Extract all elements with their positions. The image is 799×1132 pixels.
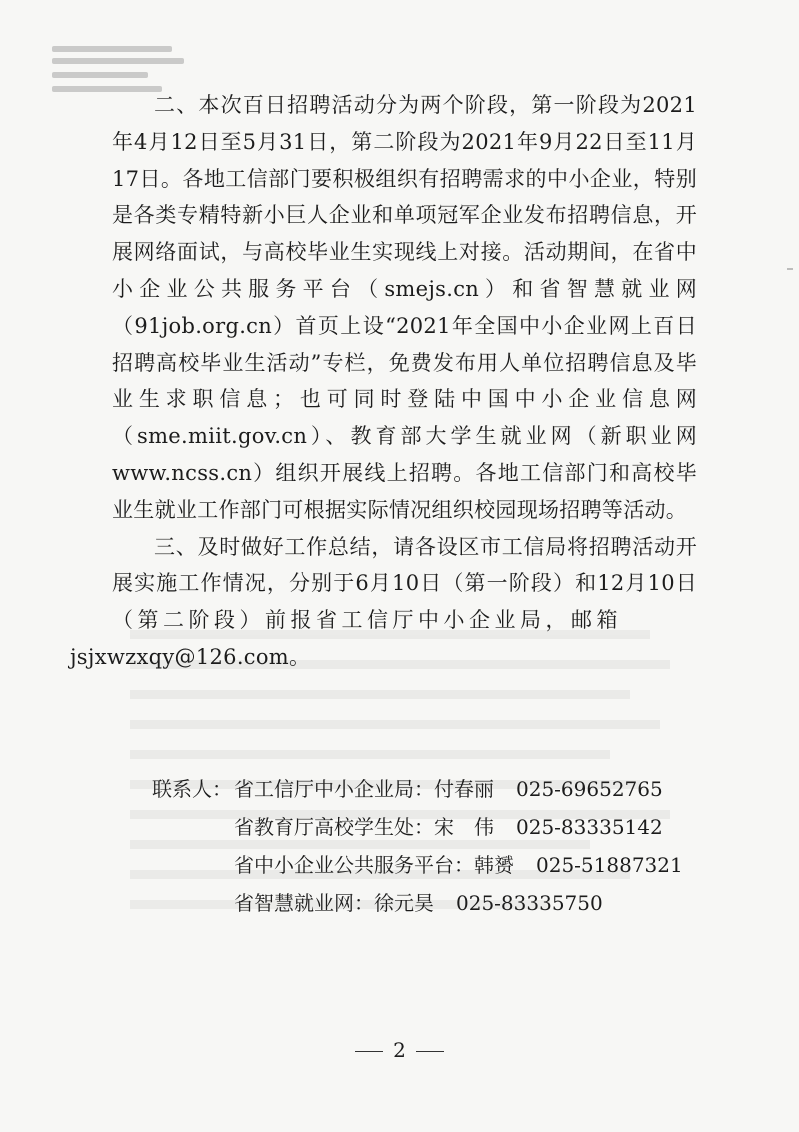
contact-phone: 025-83335142	[516, 815, 663, 839]
contact-phone: 025-51887321	[536, 853, 683, 877]
paragraph-three	[70, 529, 697, 676]
page-number	[0, 1038, 799, 1062]
paragraph-three-line-b: （第二阶段）前报省工信厅中小企业局，邮箱	[112, 608, 622, 633]
contact-row	[152, 884, 712, 922]
contact-row	[152, 770, 712, 808]
edge-mark	[787, 268, 793, 270]
contact-org: 省智慧就业网：徐元昊	[234, 891, 434, 915]
document-body	[70, 87, 697, 676]
dash-right	[416, 1051, 444, 1052]
contact-phone: 025-69652765	[516, 777, 663, 801]
contact-row	[152, 846, 712, 884]
contact-org: 省教育厅高校学生处：宋 伟	[234, 815, 494, 839]
contact-list	[152, 770, 712, 922]
contact-row	[152, 808, 712, 846]
contact-org: 省中小企业公共服务平台：韩赟	[234, 853, 514, 877]
page-number-value: 2	[393, 1038, 406, 1062]
paragraph-two: 二、本次百日招聘活动分为两个阶段，第一阶段为2021年4月12日至5月31日，第二阶段为2021年9月22日至11月17日。各地工信部门要积极组织有招聘需求的中小企业，特别是各类专精特新小巨人企业和单项冠军企业发布招聘信息，开展网络面试，与高校毕业生实现线上对接。活动期间，在省中小企业公共服务平台（smejs.cn）和省智慧就业网（91job.org.cn）首页上设“2021年全国中小企业网上百日招聘高校毕业生活动”专栏，免费发布用人单位招聘信息及毕业生求职信息；也可同时登陆中国中小企业信息网（sme.miit.gov.cn）、教育部大学生就业网（新职业网 www.ncss.cn）组织开展线上招聘。各地工信部门和高校毕业生就业工作部门可根据实际情况组织校园现场招聘等活动。	[112, 93, 697, 522]
contact-org: 省工信厅中小企业局：付春丽	[234, 777, 494, 801]
dash-left	[355, 1051, 383, 1052]
contact-label: 联系人：	[152, 777, 232, 801]
email-address: jsjxwzxqy@126.com。	[70, 644, 311, 669]
contact-phone: 025-83335750	[456, 891, 603, 915]
paragraph-three-line-a: 三、及时做好工作总结，请各设区市工信局将招聘活动开展实施工作情况，分别于6月10日（第一阶段）和12月10日	[112, 534, 697, 596]
